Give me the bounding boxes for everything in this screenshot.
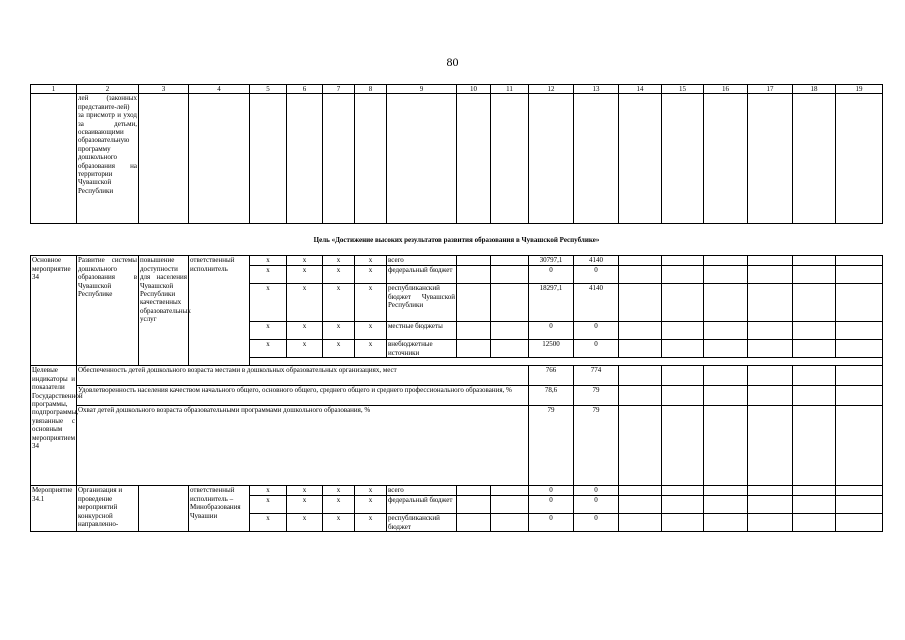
cell-value: 0 [529,322,574,340]
cell-value: x [323,284,355,322]
cell-value: x [355,514,387,532]
col-header: 19 [836,85,883,94]
col-header: 11 [491,85,529,94]
cell-text: федеральный бюджет [387,266,457,284]
cell-value: x [250,496,287,514]
col-header: 3 [139,85,189,94]
cell-value: 774 [574,366,619,386]
cell-text: республиканский бюджет [387,514,457,532]
table-row [31,94,883,224]
cell-text: повышение доступности для населения Чувашской Республики качественных образовательных услуг [139,256,189,366]
col-header: 7 [323,85,355,94]
cell-value: 12500 [529,340,574,358]
cell-value: 0 [529,514,574,532]
cell-value: 79 [574,386,619,406]
cell-text: Развитие системы дошкольного образования в Чувашской Республике [77,256,139,366]
cell-value: 0 [529,266,574,284]
table-row [31,366,883,386]
cell-text: Организация и проведение мероприятий конкурсной направленно- [77,486,139,532]
cell-value: x [250,284,287,322]
indicator-text: Охват детей дошкольного возраста образовательными программами дошкольного образования, % [77,406,529,486]
cell-text: всего [387,256,457,266]
goal-row [31,224,883,256]
cell-text: ответственный исполнитель – Минобразования Чувашии [189,486,250,532]
col-header: 9 [387,85,457,94]
cell-value: x [250,322,287,340]
table-row [31,386,883,406]
cell-value: 4140 [574,284,619,322]
col-header: 1 [31,85,77,94]
col-header: 10 [457,85,491,94]
col-header: 2 [77,85,139,94]
cell-value: 79 [574,406,619,486]
cell-text: республиканский бюджет Чувашской Республики [387,284,457,322]
cell-value: 0 [574,514,619,532]
table-row [31,406,883,486]
cell-value: 0 [529,496,574,514]
indicator-text: Удовлетворенность населения качеством начального общего, основного общего, среднего общего и среднего профессионального образования, % [77,386,529,406]
cell-text: внебюджетные источники [387,340,457,358]
cell-value: x [287,496,323,514]
cell-value: x [323,340,355,358]
cell-value: 0 [574,266,619,284]
page-number: 80 [446,55,459,69]
col-header: 17 [748,85,793,94]
cell-value: x [355,284,387,322]
table-row [31,256,883,266]
cell-value: x [355,496,387,514]
cell-value: x [287,486,323,496]
cell-value: x [355,256,387,266]
cell-text: федеральный бюджет [387,496,457,514]
cell-text: Целевые индикаторы и показатели Государственной программы, подпрограммы, увязанные с основным мероприятием 34 [31,366,77,486]
cell-value: 4140 [574,256,619,266]
cell-text: местные бюджеты [387,322,457,340]
cell-value: 0 [574,486,619,496]
col-header: 5 [250,85,287,94]
col-header: 16 [704,85,748,94]
cell-value: x [287,514,323,532]
col-header: 4 [189,85,250,94]
cell-value: 18297,1 [529,284,574,322]
col-header: 18 [793,85,836,94]
cell-value: x [323,496,355,514]
cell-value: x [287,322,323,340]
cell-value: 766 [529,366,574,386]
column-number-row [31,85,883,94]
table-row [31,486,883,496]
cell-text: Мероприятие 34.1 [31,486,77,532]
cell-value: x [250,256,287,266]
cell-value: x [250,266,287,284]
budget-table [30,84,883,532]
cell-text: ответственный исполнитель [189,256,250,366]
col-header: 13 [574,85,619,94]
col-header: 14 [619,85,662,94]
cell-value: 0 [574,340,619,358]
col-header: 12 [529,85,574,94]
cell-value: 30797,1 [529,256,574,266]
cell-value: 0 [574,496,619,514]
cell-value: x [250,486,287,496]
cell-value: x [355,486,387,496]
cell-text: лей (законных представите-лей) за присмотр и уход за детьми, осваивающими образовательную программу дошкольного образования на территории Чувашской Республики [77,94,139,224]
cell-value: x [250,514,287,532]
cell-value: x [323,322,355,340]
col-header: 6 [287,85,323,94]
cell-text: всего [387,486,457,496]
cell-text: Основное мероприятие 34 [31,256,77,366]
col-header: 15 [662,85,704,94]
cell-value: 79 [529,406,574,486]
cell-value: x [323,514,355,532]
cell-value: x [287,266,323,284]
cell-value: x [355,266,387,284]
cell-value: x [355,340,387,358]
col-header: 8 [355,85,387,94]
cell-value: x [287,256,323,266]
cell-value: x [323,256,355,266]
cell-value: x [287,284,323,322]
cell-value: x [323,266,355,284]
cell-value: x [355,322,387,340]
cell-value: 0 [529,486,574,496]
cell-value: 0 [574,322,619,340]
goal-text: Цель «Достижение высоких результатов развития образования в Чувашской Республике» [31,224,883,256]
cell-value: 78,6 [529,386,574,406]
indicator-text: Обеспеченность детей дошкольного возраста местами в дошкольных образовательных организациях, мест [77,366,529,386]
cell-value: x [287,340,323,358]
cell-value: x [323,486,355,496]
cell-value: x [250,340,287,358]
